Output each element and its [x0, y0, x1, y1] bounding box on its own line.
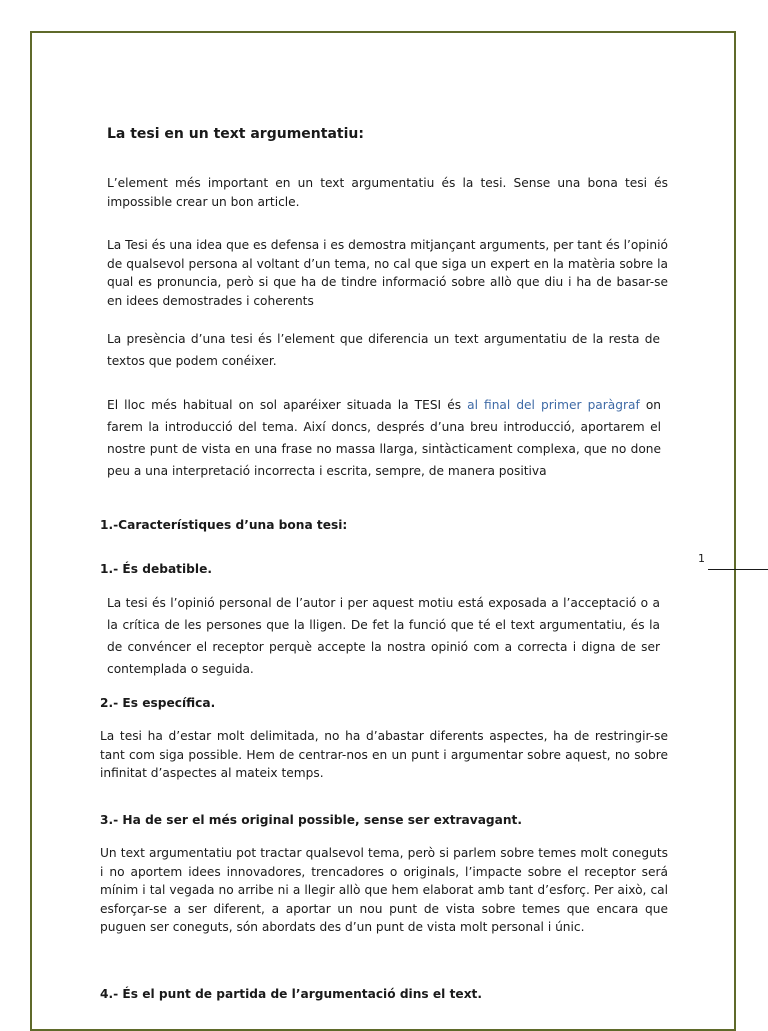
page-number-rule: [708, 569, 768, 570]
item-text-2: La tesi ha d’estar molt delimitada, no ha d’abastar diferents aspectes, ha de restringir-se tant com siga possible. Hem de centrar-nos en un punt i argumentar sobre aquest, no sobre infinitat d’aspectes al mateix temps.: [100, 729, 668, 780]
item-heading-3: 3.- Ha de ser el més original possible, sense ser extravagant.: [100, 813, 523, 827]
document-title: La tesi en un text argumentatiu:: [107, 126, 364, 142]
section-heading: 1.-Característiques d’una bona tesi:: [100, 518, 348, 532]
first-paragraph-link[interactable]: al final del primer paràgraf: [467, 398, 640, 412]
item-heading-1: 1.- És debatible.: [100, 562, 212, 576]
paragraph-location-end: on farem la introducció del tema. Així doncs, després d’una breu introducció, aportarem el nostre punt de vista en una frase no massa llarga, sintàcticament complexa, que no done peu a una interpretació incorrecta i escrita, sempre, de manera positiva: [107, 398, 661, 478]
item-text-3: Un text argumentatiu pot tractar qualsevol tema, però si parlem sobre temes molt coneguts i no aportem idees innovadores, trencadores o originals, l’impacte sobre el receptor será mínim i tal vegada no arribe ni a llegir allò que hem elaborat amb tant d’esforç. Per això, cal esforçar-se a ser diferent, a aportar un nou punt de vista sobre temes que encara que puguen ser coneguts, són abordats des d’un punt de vista molt personal i únic.: [100, 846, 668, 934]
paragraph-location-start: El lloc més habitual on sol aparéixer situada la TESI és: [107, 398, 468, 412]
paragraph-intro: L’element més important en un text argumentatiu és la tesi. Sense una bona tesi és impossible crear un bon article.: [107, 176, 668, 209]
paragraph-presence: La presència d’una tesi és l’element que diferencia un text argumentatiu de la resta de textos que podem conéixer.: [107, 332, 660, 368]
item-heading-4: 4.- És el punt de partida de l’argumentació dins el text.: [100, 987, 483, 1001]
item-text-1: La tesi és l’opinió personal de l’autor i per aquest motiu está exposada a l’acceptació o a la crítica de les persones que la lligen. De fet la funció que té el text argumentatiu, és la de convéncer el receptor perquè accepte la nostra opinió com a correcta i digna de ser contemplada o seguida.: [107, 596, 660, 676]
item-heading-2: 2.- Es específica.: [100, 696, 216, 710]
paragraph-location: [107, 394, 661, 482]
page-number: 1: [698, 552, 705, 565]
paragraph-definition: La Tesi és una idea que es defensa i es demostra mitjançant arguments, per tant és l’opinió de qualsevol persona al voltant d’un tema, no cal que siga un expert en la matèria sobre la qual es pronuncia, però si que ha de tindre informació sobre allò que diu i ha de basar-se en idees demostrades i coherents: [107, 238, 668, 308]
